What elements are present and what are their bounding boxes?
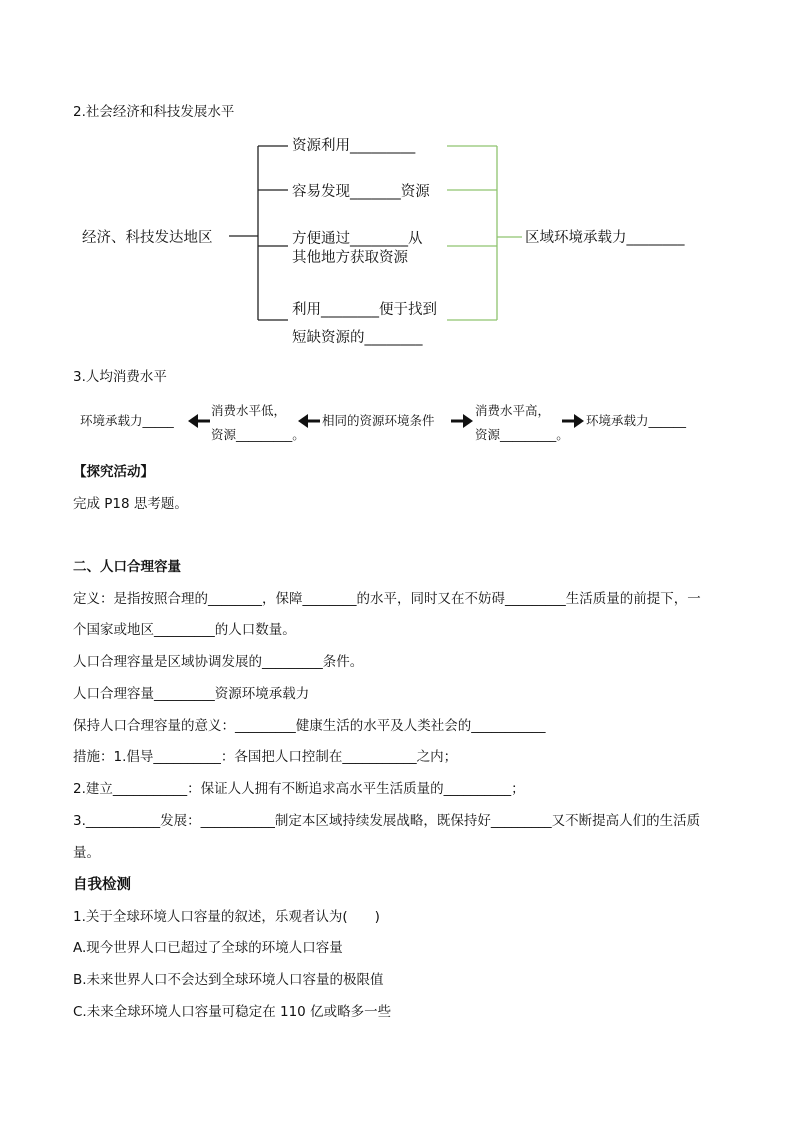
self-check-title: 自我检测 — [73, 877, 131, 893]
option-c: C.未来全球环境人口容量可稳定在 110 亿或略多一些 — [73, 1004, 392, 1020]
section-3-title: 3.人均消费水平 — [73, 369, 167, 385]
section-2-title: 2.社会经济和科技发展水平 — [73, 104, 235, 120]
explore-text: 完成 P18 思考题。 — [73, 496, 188, 512]
flow-right: 环境承载力______ — [586, 413, 687, 428]
option-b: B.未来世界人口不会达到全球环境人口容量的极限值 — [73, 972, 384, 988]
significance-line: 保持人口合理容量的意义：_________健康生活的水平及人类社会的___________ — [73, 718, 546, 734]
flow-mid-1-line1: 消费水平低， — [211, 403, 287, 418]
branch-2: 容易发现_______资源 — [292, 184, 430, 200]
condition-line: 人口合理容量是区域协调发展的_________条件。 — [73, 654, 364, 670]
diagram-left-node: 经济、科技发达地区 — [82, 230, 213, 246]
branch-3-line2: 其他地方获取资源 — [292, 250, 408, 266]
explore-title: 【探究活动】 — [73, 464, 154, 480]
measure-2-line: 2.建立___________：保证人人拥有不断追求高水平生活质量的__________； — [73, 781, 525, 797]
branch-1: 资源利用_________ — [292, 138, 416, 154]
flow-mid-2-line1: 消费水平高， — [475, 403, 551, 418]
measure-3-line: 3.___________发展：___________制定本区域持续发展战略，既保持好_________又不断提高人们的生活质 — [73, 813, 701, 829]
flow-left: 环境承载力_____ — [80, 413, 174, 428]
branch-4-line1: 利用________便于找到 — [292, 302, 437, 318]
flow-mid-1-line2: 资源_________。 — [211, 427, 305, 442]
definition-line-2: 个国家或地区_________的人口数量。 — [73, 622, 296, 638]
branch-3-line1: 方便通过________从 — [292, 231, 423, 247]
diagram-right-node: 区域环境承载力________ — [525, 230, 685, 246]
definition-line-1: 定义：是指按照合理的________，保障________的水平，同时又在不妨碍_________生活质量的前提下，一 — [73, 591, 701, 607]
part-2-title: 二、人口合理容量 — [73, 559, 181, 575]
question-1: 1.关于全球环境人口容量的叙述，乐观者认为( ) — [73, 909, 380, 925]
right-bracket — [447, 146, 522, 320]
branch-4-line2: 短缺资源的________ — [292, 330, 423, 346]
flow-center: 相同的资源环境条件 — [322, 413, 435, 428]
measure-1-line: 措施：1.倡导__________：各国把人口控制在___________之内； — [73, 749, 458, 765]
measure-3-line-end: 量。 — [73, 845, 100, 861]
left-bracket — [229, 146, 288, 320]
relation-line: 人口合理容量_________资源环境承载力 — [73, 686, 310, 702]
option-a: A.现今世界人口已超过了全球的环境人口容量 — [73, 940, 343, 956]
flow-mid-2-line2: 资源_________。 — [475, 427, 569, 442]
